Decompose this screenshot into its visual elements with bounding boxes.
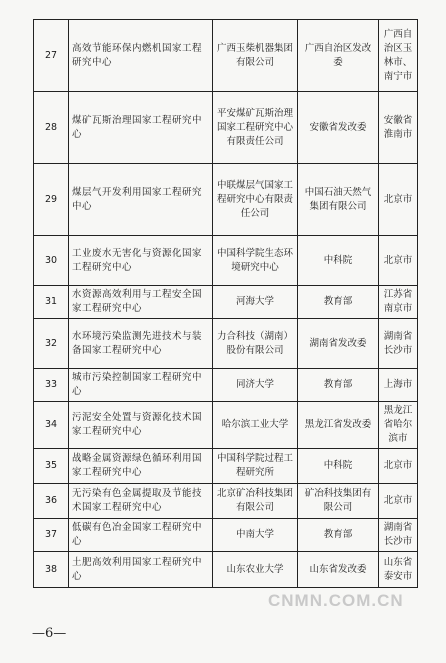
competent-department: 中科院 [298, 236, 379, 286]
location: 北京市 [379, 236, 418, 286]
host-unit: 北京矿冶科技集团有限公司 [213, 484, 298, 519]
host-unit: 山东农业大学 [213, 552, 298, 588]
row-number: 30 [34, 236, 69, 286]
location: 北京市 [379, 484, 418, 519]
center-name: 工业废水无害化与资源化国家工程研究中心 [69, 236, 213, 286]
table-row [34, 552, 418, 588]
table-row [34, 164, 418, 236]
page-number: —6— [32, 626, 67, 641]
table-row [34, 92, 418, 164]
center-name: 战略金属资源绿色循环利用国家工程研究中心 [69, 449, 213, 484]
competent-department: 中国石油天然气集团有限公司 [298, 164, 379, 236]
competent-department: 矿冶科技集团有限公司 [298, 484, 379, 519]
competent-department: 教育部 [298, 369, 379, 402]
competent-department: 黑龙江省发改委 [298, 402, 379, 449]
row-number: 38 [34, 552, 69, 588]
engineering-centers-table [33, 19, 418, 588]
competent-department: 教育部 [298, 286, 379, 319]
table-row [34, 236, 418, 286]
table-row [34, 519, 418, 552]
host-unit: 同济大学 [213, 369, 298, 402]
center-name: 土肥高效利用国家工程研究中心 [69, 552, 213, 588]
center-name: 低碳有色冶金国家工程研究中心 [69, 519, 213, 552]
row-number: 29 [34, 164, 69, 236]
location: 黑龙江省哈尔滨市 [379, 402, 418, 449]
host-unit: 中国科学院生态环境研究中心 [213, 236, 298, 286]
center-name: 高效节能环保内燃机国家工程研究中心 [69, 20, 213, 92]
location: 山东省泰安市 [379, 552, 418, 588]
center-name: 水资源高效利用与工程安全国家工程研究中心 [69, 286, 213, 319]
location: 北京市 [379, 164, 418, 236]
row-number: 32 [34, 319, 69, 369]
host-unit: 河海大学 [213, 286, 298, 319]
table-row [34, 449, 418, 484]
host-unit: 力合科技（湖南）股份有限公司 [213, 319, 298, 369]
row-number: 34 [34, 402, 69, 449]
host-unit: 中国科学院过程工程研究所 [213, 449, 298, 484]
host-unit: 中南大学 [213, 519, 298, 552]
location: 江苏省南京市 [379, 286, 418, 319]
row-number: 37 [34, 519, 69, 552]
location: 湖南省长沙市 [379, 319, 418, 369]
center-name: 煤矿瓦斯治理国家工程研究中心 [69, 92, 213, 164]
row-number: 35 [34, 449, 69, 484]
competent-department: 山东省发改委 [298, 552, 379, 588]
table-row [34, 484, 418, 519]
center-name: 城市污染控制国家工程研究中心 [69, 369, 213, 402]
center-name: 水环境污染监测先进技术与装备国家工程研究中心 [69, 319, 213, 369]
row-number: 31 [34, 286, 69, 319]
row-number: 27 [34, 20, 69, 92]
host-unit: 中联煤层气国家工程研究中心有限责任公司 [213, 164, 298, 236]
row-number: 28 [34, 92, 69, 164]
table-row [34, 402, 418, 449]
host-unit: 哈尔滨工业大学 [213, 402, 298, 449]
competent-department: 教育部 [298, 519, 379, 552]
host-unit: 平安煤矿瓦斯治理国家工程研究中心有限责任公司 [213, 92, 298, 164]
location: 上海市 [379, 369, 418, 402]
table-row [34, 20, 418, 92]
site-watermark: CNMN.COM.CN [268, 591, 404, 610]
center-name: 污泥安全处置与资源化技术国家工程研究中心 [69, 402, 213, 449]
location: 北京市 [379, 449, 418, 484]
location: 广西自治区玉林市、南宁市 [379, 20, 418, 92]
center-name: 煤层气开发利用国家工程研究中心 [69, 164, 213, 236]
center-name: 无污染有色金属提取及节能技术国家工程研究中心 [69, 484, 213, 519]
location: 湖南省长沙市 [379, 519, 418, 552]
competent-department: 安徽省发改委 [298, 92, 379, 164]
row-number: 36 [34, 484, 69, 519]
table-row [34, 369, 418, 402]
table-row [34, 319, 418, 369]
row-number: 33 [34, 369, 69, 402]
host-unit: 广西玉柴机器集团有限公司 [213, 20, 298, 92]
table-row [34, 286, 418, 319]
competent-department: 中科院 [298, 449, 379, 484]
competent-department: 湖南省发改委 [298, 319, 379, 369]
location: 安徽省淮南市 [379, 92, 418, 164]
competent-department: 广西自治区发改委 [298, 20, 379, 92]
